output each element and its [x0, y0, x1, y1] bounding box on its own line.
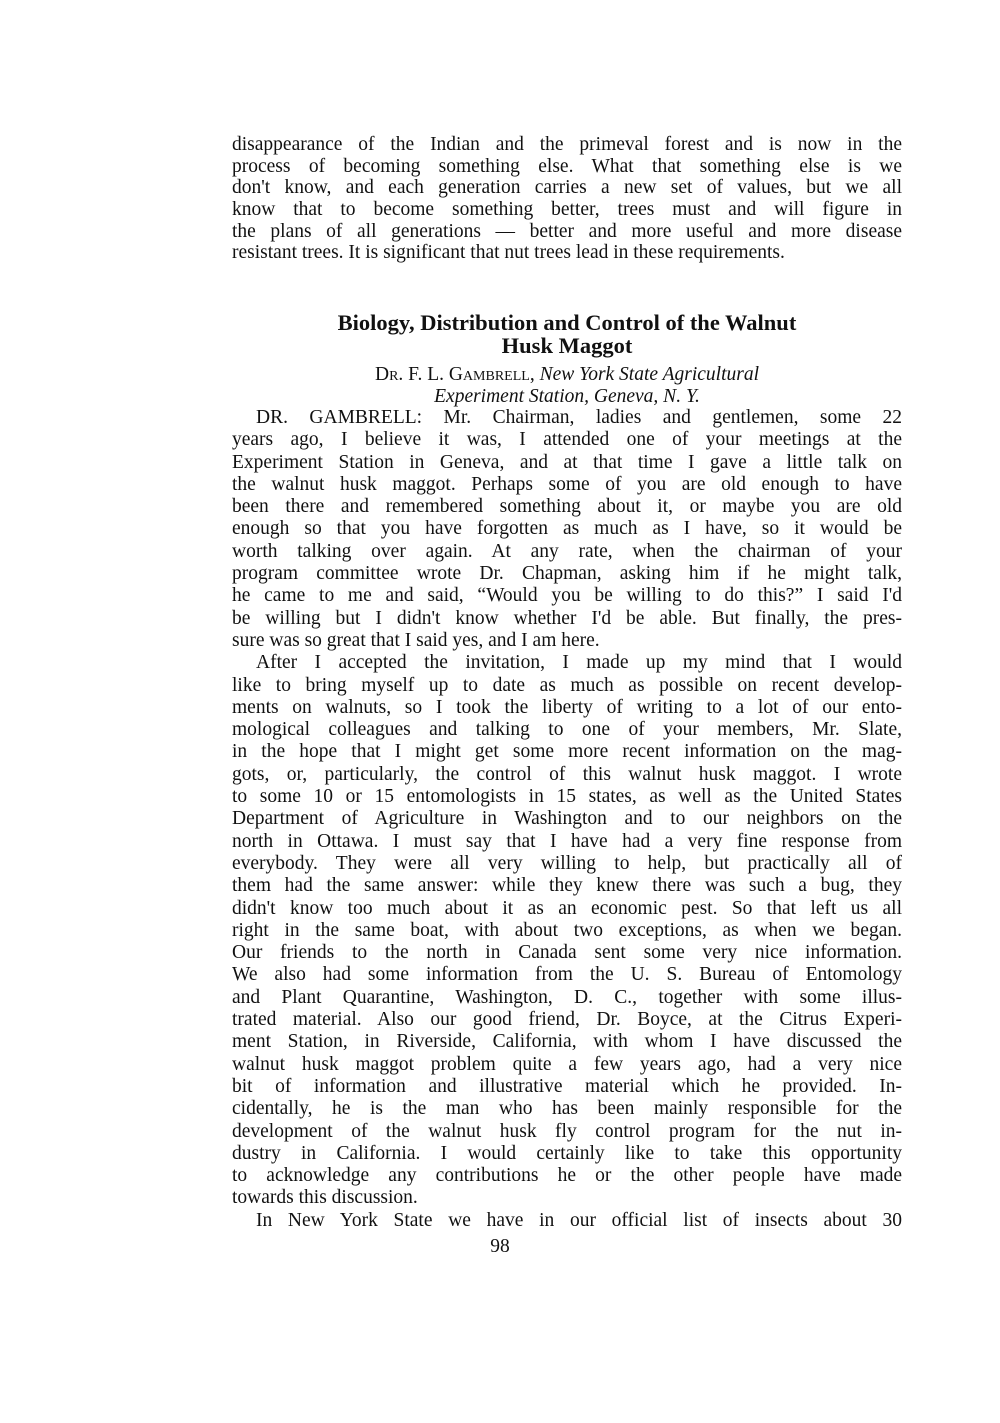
text-line: resistant trees. It is significant that nut trees lead in these requirements.	[232, 242, 785, 264]
page-number: 98	[490, 1236, 510, 1257]
text-line: to acknowledge any contributions he or the other people have made	[232, 1165, 902, 1187]
text-line: ment Station, in Riverside, California, with whom I have discussed the	[232, 1031, 902, 1053]
text-line: program committee wrote Dr. Chapman, asking him if he might talk,	[232, 563, 902, 585]
text-line: the plans of all generations — better and more useful and more disease	[232, 220, 902, 242]
text-line: like to bring myself up to date as much as possible on recent develop-	[232, 674, 902, 696]
text-line: be willing but I didn't know whether I'd be able. But finally, the pres-	[232, 607, 902, 629]
text-line: know that to become something better, trees must and will figure in	[232, 199, 902, 221]
text-line: didn't know too much about it as an economic pest. So that left us all	[232, 897, 902, 919]
text-line: the walnut husk maggot. Perhaps some of you are old enough to have	[232, 473, 902, 495]
text-line: We also had some information from the U. S. Bureau of Entomology	[232, 964, 902, 986]
text-line: DR. GAMBRELL: Mr. Chairman, ladies and gentlemen, some 22	[256, 407, 902, 428]
title-line: Biology, Distribution and Control of the Walnut	[337, 310, 797, 335]
text-line: to some 10 or 15 entomologists in 15 states, as well as the United States	[232, 786, 902, 808]
text-line: mological colleagues and talking to one of your members, Mr. Slate,	[232, 719, 902, 741]
text-line: disappearance of the Indian and the primeval forest and is now in the	[232, 134, 902, 155]
intro-paragraph	[232, 134, 902, 264]
text-line: Our friends to the north in Canada sent some very nice information.	[232, 942, 902, 964]
text-line: After I accepted the invitation, I made up my mind that I would	[256, 652, 902, 674]
author-byline	[232, 364, 902, 408]
text-line: bit of information and illustrative material which he provided. In-	[232, 1075, 902, 1097]
text-line: he came to me and said, “Would you be willing to do this?” I said I'd	[232, 585, 902, 607]
text-line: Experiment Station in Geneva, and at that time I gave a little talk on	[232, 451, 902, 473]
text-line: Department of Agriculture in Washington and to our neighbors on the	[232, 808, 902, 830]
author-affiliation: Experiment Station, Geneva, N. Y.	[434, 386, 700, 407]
text-line: ments on walnuts, so I took the liberty of writing to a lot of our ento-	[232, 696, 902, 718]
text-line: in the hope that I might get some more recent information on the mag-	[232, 741, 902, 763]
article-body	[232, 407, 902, 1232]
text-line: enough so that you have forgotten as much as I have, so it would be	[232, 518, 902, 540]
text-line: been there and remembered something about it, or maybe you are old	[232, 496, 902, 518]
text-line: worth talking over again. At any rate, when the chairman of your	[232, 540, 902, 562]
text-line: dustry in California. I would certainly like to take this opportunity	[232, 1142, 902, 1164]
text-line: everybody. They were all very willing to help, but practically all of	[232, 852, 902, 874]
text-line: towards this discussion.	[232, 1187, 418, 1209]
text-line: them had the same answer: while they knew there was such a bug, they	[232, 875, 902, 897]
text-line: trated material. Also our good friend, Dr. Boyce, at the Citrus Experi-	[232, 1009, 902, 1031]
text-line: north in Ottawa. I must say that I have had a very fine response from	[232, 830, 902, 852]
text-line: In New York State we have in our official list of insects about 30	[256, 1209, 902, 1231]
text-line: and Plant Quarantine, Washington, D. C., together with some illus-	[232, 986, 902, 1008]
author-name: Dr. F. L. Gambrell,	[375, 364, 535, 385]
title-line: Husk Maggot	[501, 333, 633, 358]
text-line: right in the same boat, with about two exceptions, as when we began.	[232, 919, 902, 941]
text-line: sure was so great that I said yes, and I am here.	[232, 629, 600, 651]
text-line: development of the walnut husk fly control program for the nut in-	[232, 1120, 902, 1142]
text-line: walnut husk maggot problem quite a few years ago, had a very nice	[232, 1053, 902, 1075]
article-title	[232, 311, 902, 357]
author-affiliation: New York State Agricultural	[539, 364, 759, 385]
text-line: gots, or, particularly, the control of this walnut husk maggot. I wrote	[232, 763, 902, 785]
text-line: cidentally, he is the man who has been mainly responsible for the	[232, 1098, 902, 1120]
text-line: process of becoming something else. What that something else is we	[232, 155, 902, 177]
text-line: years ago, I believe it was, I attended one of your meetings at the	[232, 429, 902, 451]
text-line: don't know, and each generation carries a new set of values, but we all	[232, 177, 902, 199]
